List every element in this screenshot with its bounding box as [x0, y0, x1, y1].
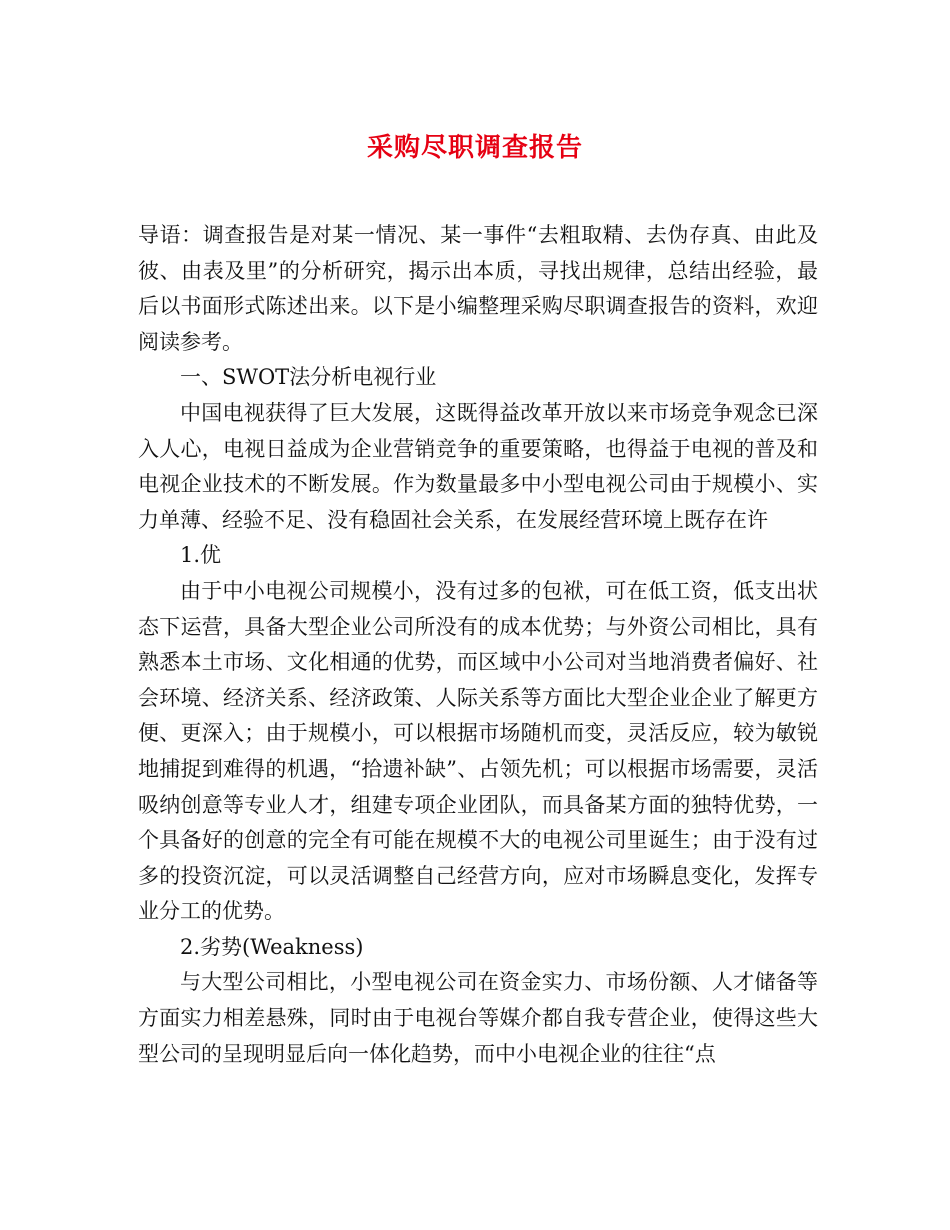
document-title: 采购尽职调查报告	[366, 133, 583, 163]
subheading-weakness: 2.劣势(Weakness)	[180, 934, 364, 959]
body-paragraph: 与大型公司相比，小型电视公司在资金实力、市场份额、人才储备等方面实力相差悬殊，同时由于电视台等媒介都自我专营企业，使得这些大型公司的呈现明显后向一体化趋势，而中小电视企业的往往“点	[138, 970, 818, 1066]
document-body	[138, 218, 818, 1072]
body-paragraph: 由于中小电视公司规模小，没有过多的包袱，可在低工资，低支出状态下运营，具备大型企业公司所没有的成本优势；与外资公司相比，具有熟悉本土市场、文化相通的优势，而区域中小公司对当地消费者偏好、社会环境、经济关系、经济政策、人际关系等方面比大型企业企业了解更方便、更深入；由于规模小，可以根据市场随机而变，灵活反应，较为敏锐地捕捉到难得的机遇，“拾遗补缺”、占领先机；可以根据市场需要，灵活吸纳创意等专业人才，组建专项企业团队，而具备某方面的独特优势，一个具备好的创意的完全有可能在规模不大的电视公司里诞生；由于没有过多的投资沉淀，可以灵活调整自己经营方向，应对市场瞬息变化，发挥专业分工的优势。	[138, 578, 818, 924]
intro-paragraph: 导语：调查报告是对某一情况、某一事件“去粗取精、去伪存真、由此及彼、由表及里”的分析研究，揭示出本质，寻找出规律，总结出经验，最后以书面形式陈述出来。以下是小编整理采购尽职调查报告的资料，欢迎阅读参考。	[138, 223, 818, 354]
section-heading-swot: 一、SWOT法分析电视行业	[180, 365, 437, 390]
body-paragraph: 中国电视获得了巨大发展，这既得益改革开放以来市场竞争观念已深入人心，电视日益成为企业营销竞争的重要策略，也得益于电视的普及和电视企业技术的不断发展。作为数量最多中小型电视公司由于规模小、实力单薄、经验不足、没有稳固社会关系，在发展经营环境上既存在许	[138, 400, 818, 532]
subheading-strength: 1.优	[180, 543, 222, 568]
